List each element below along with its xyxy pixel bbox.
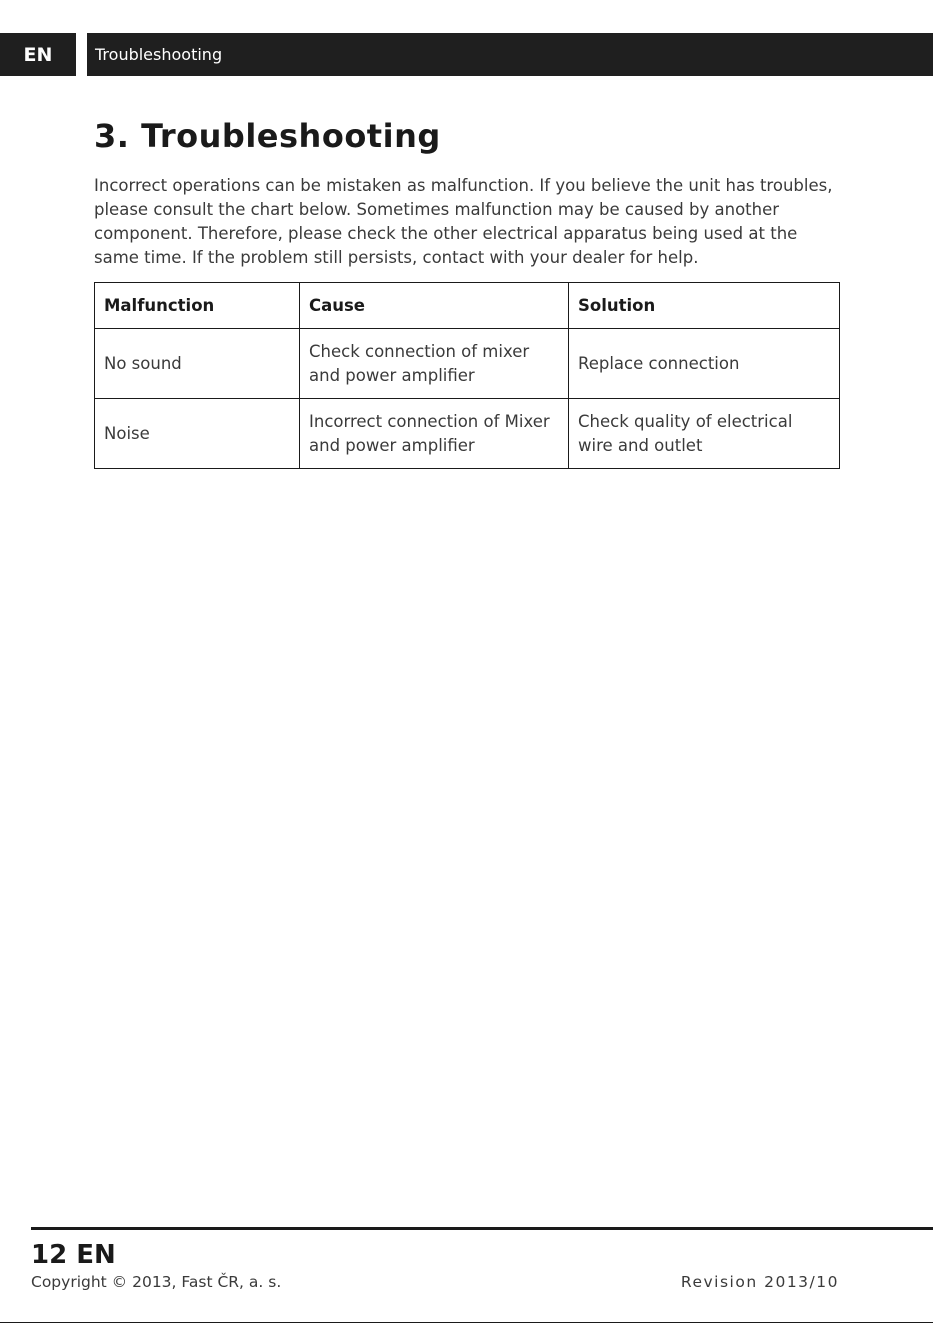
cell-malfunction: Noise [95,399,300,469]
footer-rule [31,1227,933,1230]
table-row [95,329,840,399]
header-solution: Solution [569,283,840,329]
header-malfunction: Malfunction [95,283,300,329]
troubleshooting-table [94,282,840,469]
bottom-rule [0,1322,933,1323]
language-badge: EN [23,43,53,66]
copyright-text: Copyright © 2013, Fast ČR, a. s. [31,1273,282,1291]
revision-text: Revision 2013/10 [680,1273,839,1291]
intro-paragraph: Incorrect operations can be mistaken as malfunction. If you believe the unit has troubles, please consult the chart below. Sometimes malfunction may be caused by another component. Therefore, please check the other electrical apparatus being used at the same time. If the problem still persists, contact with your dealer for help. [94,176,833,267]
table-row [95,399,840,469]
header-section-title: Troubleshooting [95,45,223,64]
cell-solution: Replace connection [569,329,840,399]
page-title: 3. Troubleshooting [94,117,441,155]
header-separator [76,33,87,76]
header-cause: Cause [300,283,569,329]
cell-cause: Incorrect connection of Mixer and power amplifier [300,399,569,469]
cell-malfunction: No sound [95,329,300,399]
header-bar [0,33,933,76]
page-number: 12 EN [31,1240,116,1270]
table-header-row [95,283,840,329]
cell-solution: Check quality of electrical wire and outlet [569,399,840,469]
cell-cause: Check connection of mixer and power amplifier [300,329,569,399]
